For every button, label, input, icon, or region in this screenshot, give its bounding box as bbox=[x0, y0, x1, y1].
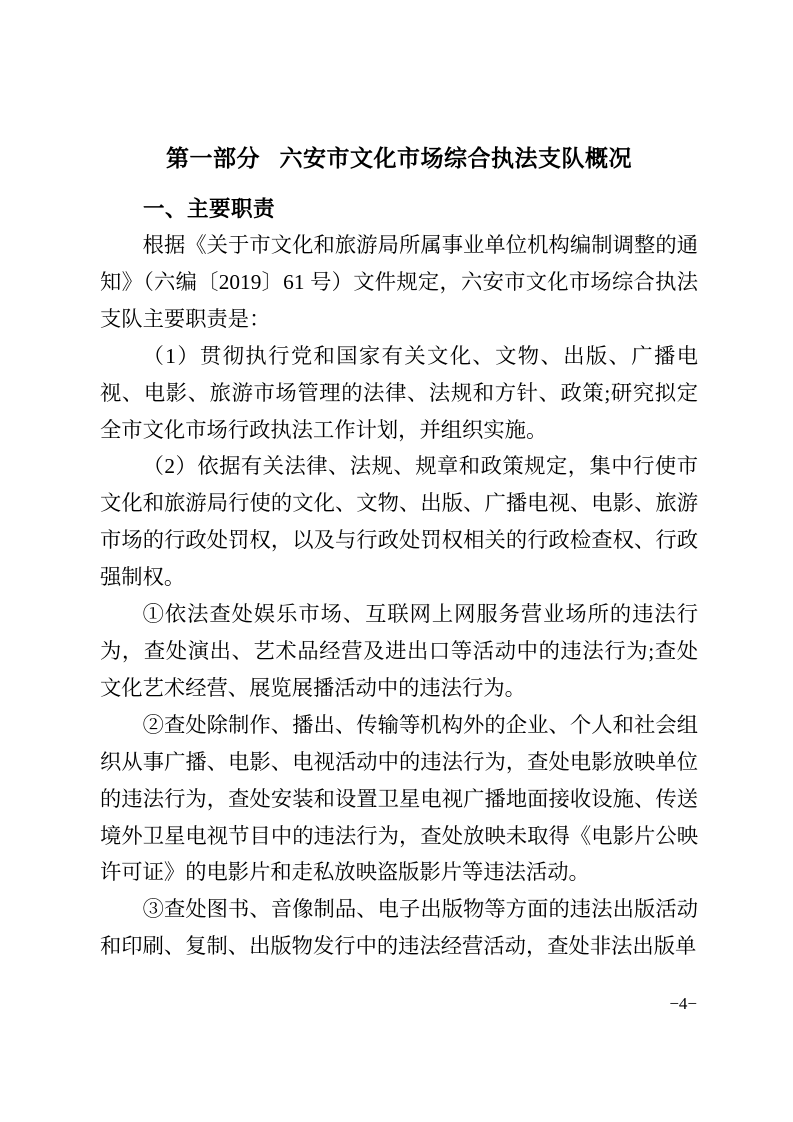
paragraph-item-1: ①依法查处娱乐市场、互联网上网服务营业场所的违法行为，查处演出、艺术品经营及进出口等活动中的违法行为;查处文化艺术经营、展览展播活动中的违法行为。 bbox=[100, 602, 698, 700]
document-content bbox=[100, 0, 698, 965]
paragraph-item-3: ③查处图书、音像制品、电子出版物等方面的违法出版活动和印刷、复制、出版物发行中的违法经营活动，查处非法出版单 bbox=[100, 897, 698, 959]
page-number: −4− bbox=[669, 994, 697, 1013]
paragraph-intro: 根据《关于市文化和旅游局所属事业单位机构编制调整的通知》（六编〔2019〕61 号）文件规定，六安市文化市场综合执法支队主要职责是： bbox=[100, 233, 698, 331]
document-title: 第一部分 六安市文化市场综合执法支队概况 bbox=[165, 145, 633, 171]
paragraph-duty-2: （2）依据有关法律、法规、规章和政策规定，集中行使市文化和旅游局行使的文化、文物、出版、广播电视、电影、旅游市场的行政处罚权，以及与行政处罚权相关的行政检查权、行政强制权。 bbox=[100, 454, 698, 590]
paragraph-duty-1: （1）贯彻执行党和国家有关文化、文物、出版、广播电视、电影、旅游市场管理的法律、法规和方针、政策;研究拟定全市文化市场行政执法工作计划，并组织实施。 bbox=[100, 343, 698, 442]
section-heading: 一、主要职责 bbox=[143, 197, 276, 221]
body-text bbox=[100, 227, 698, 965]
paragraph-item-2: ②查处除制作、播出、传输等机构外的企业、个人和社会组织从事广播、电影、电视活动中的违法行为，查处电影放映单位的违法行为，查处安装和设置卫星电视广播地面接收设施、传送境外卫星电视节目中的违法行为，查处放映未取得《电影片公映许可证》的电影片和走私放映盗版影片等违法活动。 bbox=[100, 712, 698, 885]
